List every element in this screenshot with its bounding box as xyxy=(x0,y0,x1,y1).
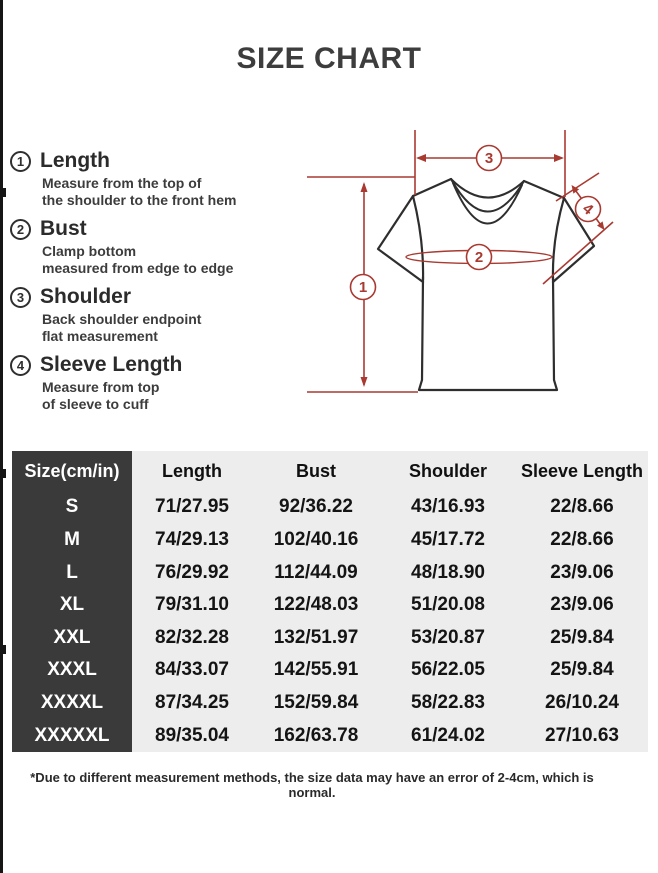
guide-item-shoulder xyxy=(10,286,302,345)
table-row xyxy=(12,687,648,720)
cell-length: 76/29.92 xyxy=(155,561,229,583)
cell-sleeve: 23/9.06 xyxy=(550,594,614,616)
col-header-size: Size(cm/in) xyxy=(12,451,132,491)
cell-sleeve: 22/8.66 xyxy=(550,496,614,518)
size-label: S xyxy=(12,491,132,524)
marker-1-icon: 1 xyxy=(358,279,368,296)
cell-bust: 112/44.09 xyxy=(274,561,358,583)
guide-item-bust xyxy=(10,218,302,277)
circled-2-icon: 2 xyxy=(10,219,31,240)
table-body xyxy=(12,491,648,752)
guide-item-length xyxy=(10,150,302,209)
size-table xyxy=(12,451,648,752)
table-row xyxy=(12,719,648,752)
left-edge-line xyxy=(0,0,3,873)
cell-bust: 92/36.22 xyxy=(279,496,353,518)
size-label: L xyxy=(12,556,132,589)
circled-4-icon: 4 xyxy=(10,355,31,376)
tshirt-measurement-diagram xyxy=(300,125,658,415)
table-row xyxy=(12,589,648,622)
cell-bust: 152/59.84 xyxy=(273,692,359,714)
table-row xyxy=(12,654,648,687)
table-row xyxy=(12,524,648,557)
measurement-guide xyxy=(10,150,302,422)
page-title: SIZE CHART xyxy=(236,42,422,75)
cell-sleeve: 23/9.06 xyxy=(550,561,614,583)
guide-description: Measure from top of sleeve to cuff xyxy=(42,379,160,412)
circled-1-icon: 1 xyxy=(10,151,31,172)
cell-length: 89/35.04 xyxy=(155,724,229,746)
cell-bust: 162/63.78 xyxy=(273,724,359,746)
guide-description: Measure from the top of the shoulder to the front hem xyxy=(42,175,237,208)
cell-shoulder: 56/22.05 xyxy=(411,659,485,681)
cell-shoulder: 53/20.87 xyxy=(411,626,485,648)
cell-shoulder: 61/24.02 xyxy=(411,724,485,746)
size-label: XXL xyxy=(12,622,132,655)
size-label: XXXXXL xyxy=(12,719,132,752)
header-row xyxy=(12,451,648,491)
guide-description: Clamp bottom measured from edge to edge xyxy=(42,243,234,276)
cell-shoulder: 48/18.90 xyxy=(411,561,485,583)
col-header-bust: Bust xyxy=(296,460,336,481)
guide-item-sleeve-length xyxy=(10,354,302,413)
cell-length: 79/31.10 xyxy=(155,594,229,616)
cell-length: 84/33.07 xyxy=(155,659,229,681)
col-header-sleeve-length: Sleeve Length xyxy=(520,460,644,481)
arrowheads xyxy=(358,154,605,387)
cell-sleeve: 25/9.84 xyxy=(550,626,614,648)
cell-bust: 122/48.03 xyxy=(273,594,359,616)
cell-bust: 132/51.97 xyxy=(273,626,359,648)
cell-length: 82/32.28 xyxy=(155,626,229,648)
footnote: *Due to different measurement methods, the size data may have an error of 2-4cm, which is normal. xyxy=(30,770,594,800)
cell-sleeve: 25/9.84 xyxy=(550,659,614,681)
table-row xyxy=(12,622,648,655)
cell-bust: 142/55.91 xyxy=(273,659,359,681)
guide-label: Bust xyxy=(40,217,87,240)
size-label: XL xyxy=(12,589,132,622)
collar xyxy=(451,179,524,224)
size-label: M xyxy=(12,524,132,557)
guide-label: Length xyxy=(40,149,110,172)
size-label: XXXXL xyxy=(12,687,132,720)
cell-length: 74/29.13 xyxy=(155,528,229,550)
cell-sleeve: 26/10.24 xyxy=(545,692,619,714)
marker-2-icon: 2 xyxy=(474,249,484,266)
cell-sleeve: 27/10.63 xyxy=(545,724,619,746)
guide-label: Shoulder xyxy=(40,285,132,308)
circled-3-icon: 3 xyxy=(10,287,31,308)
edge-artifact xyxy=(0,645,6,654)
cell-bust: 102/40.16 xyxy=(273,528,359,550)
guide-label: Sleeve Length xyxy=(40,353,183,376)
measurement-lines xyxy=(307,130,613,392)
col-header-length: Length xyxy=(162,460,222,481)
cell-length: 71/27.95 xyxy=(155,496,229,518)
guide-description: Back shoulder endpoint flat measurement xyxy=(42,311,202,344)
cell-shoulder: 51/20.08 xyxy=(411,594,485,616)
table-header xyxy=(12,451,648,491)
table-row xyxy=(12,491,648,524)
cell-shoulder: 58/22.83 xyxy=(411,692,485,714)
cell-shoulder: 45/17.72 xyxy=(411,528,485,550)
edge-artifact xyxy=(0,188,6,197)
table-row xyxy=(12,556,648,589)
marker-3-icon: 3 xyxy=(484,150,494,167)
edge-artifact xyxy=(0,469,6,478)
cell-length: 87/34.25 xyxy=(155,692,229,714)
cell-sleeve: 22/8.66 xyxy=(550,528,614,550)
cell-shoulder: 43/16.93 xyxy=(411,496,485,518)
col-header-shoulder: Shoulder xyxy=(408,460,487,481)
diagram-markers xyxy=(351,146,601,300)
size-label: XXXL xyxy=(12,654,132,687)
marker-4-icon: 4 xyxy=(579,200,597,219)
